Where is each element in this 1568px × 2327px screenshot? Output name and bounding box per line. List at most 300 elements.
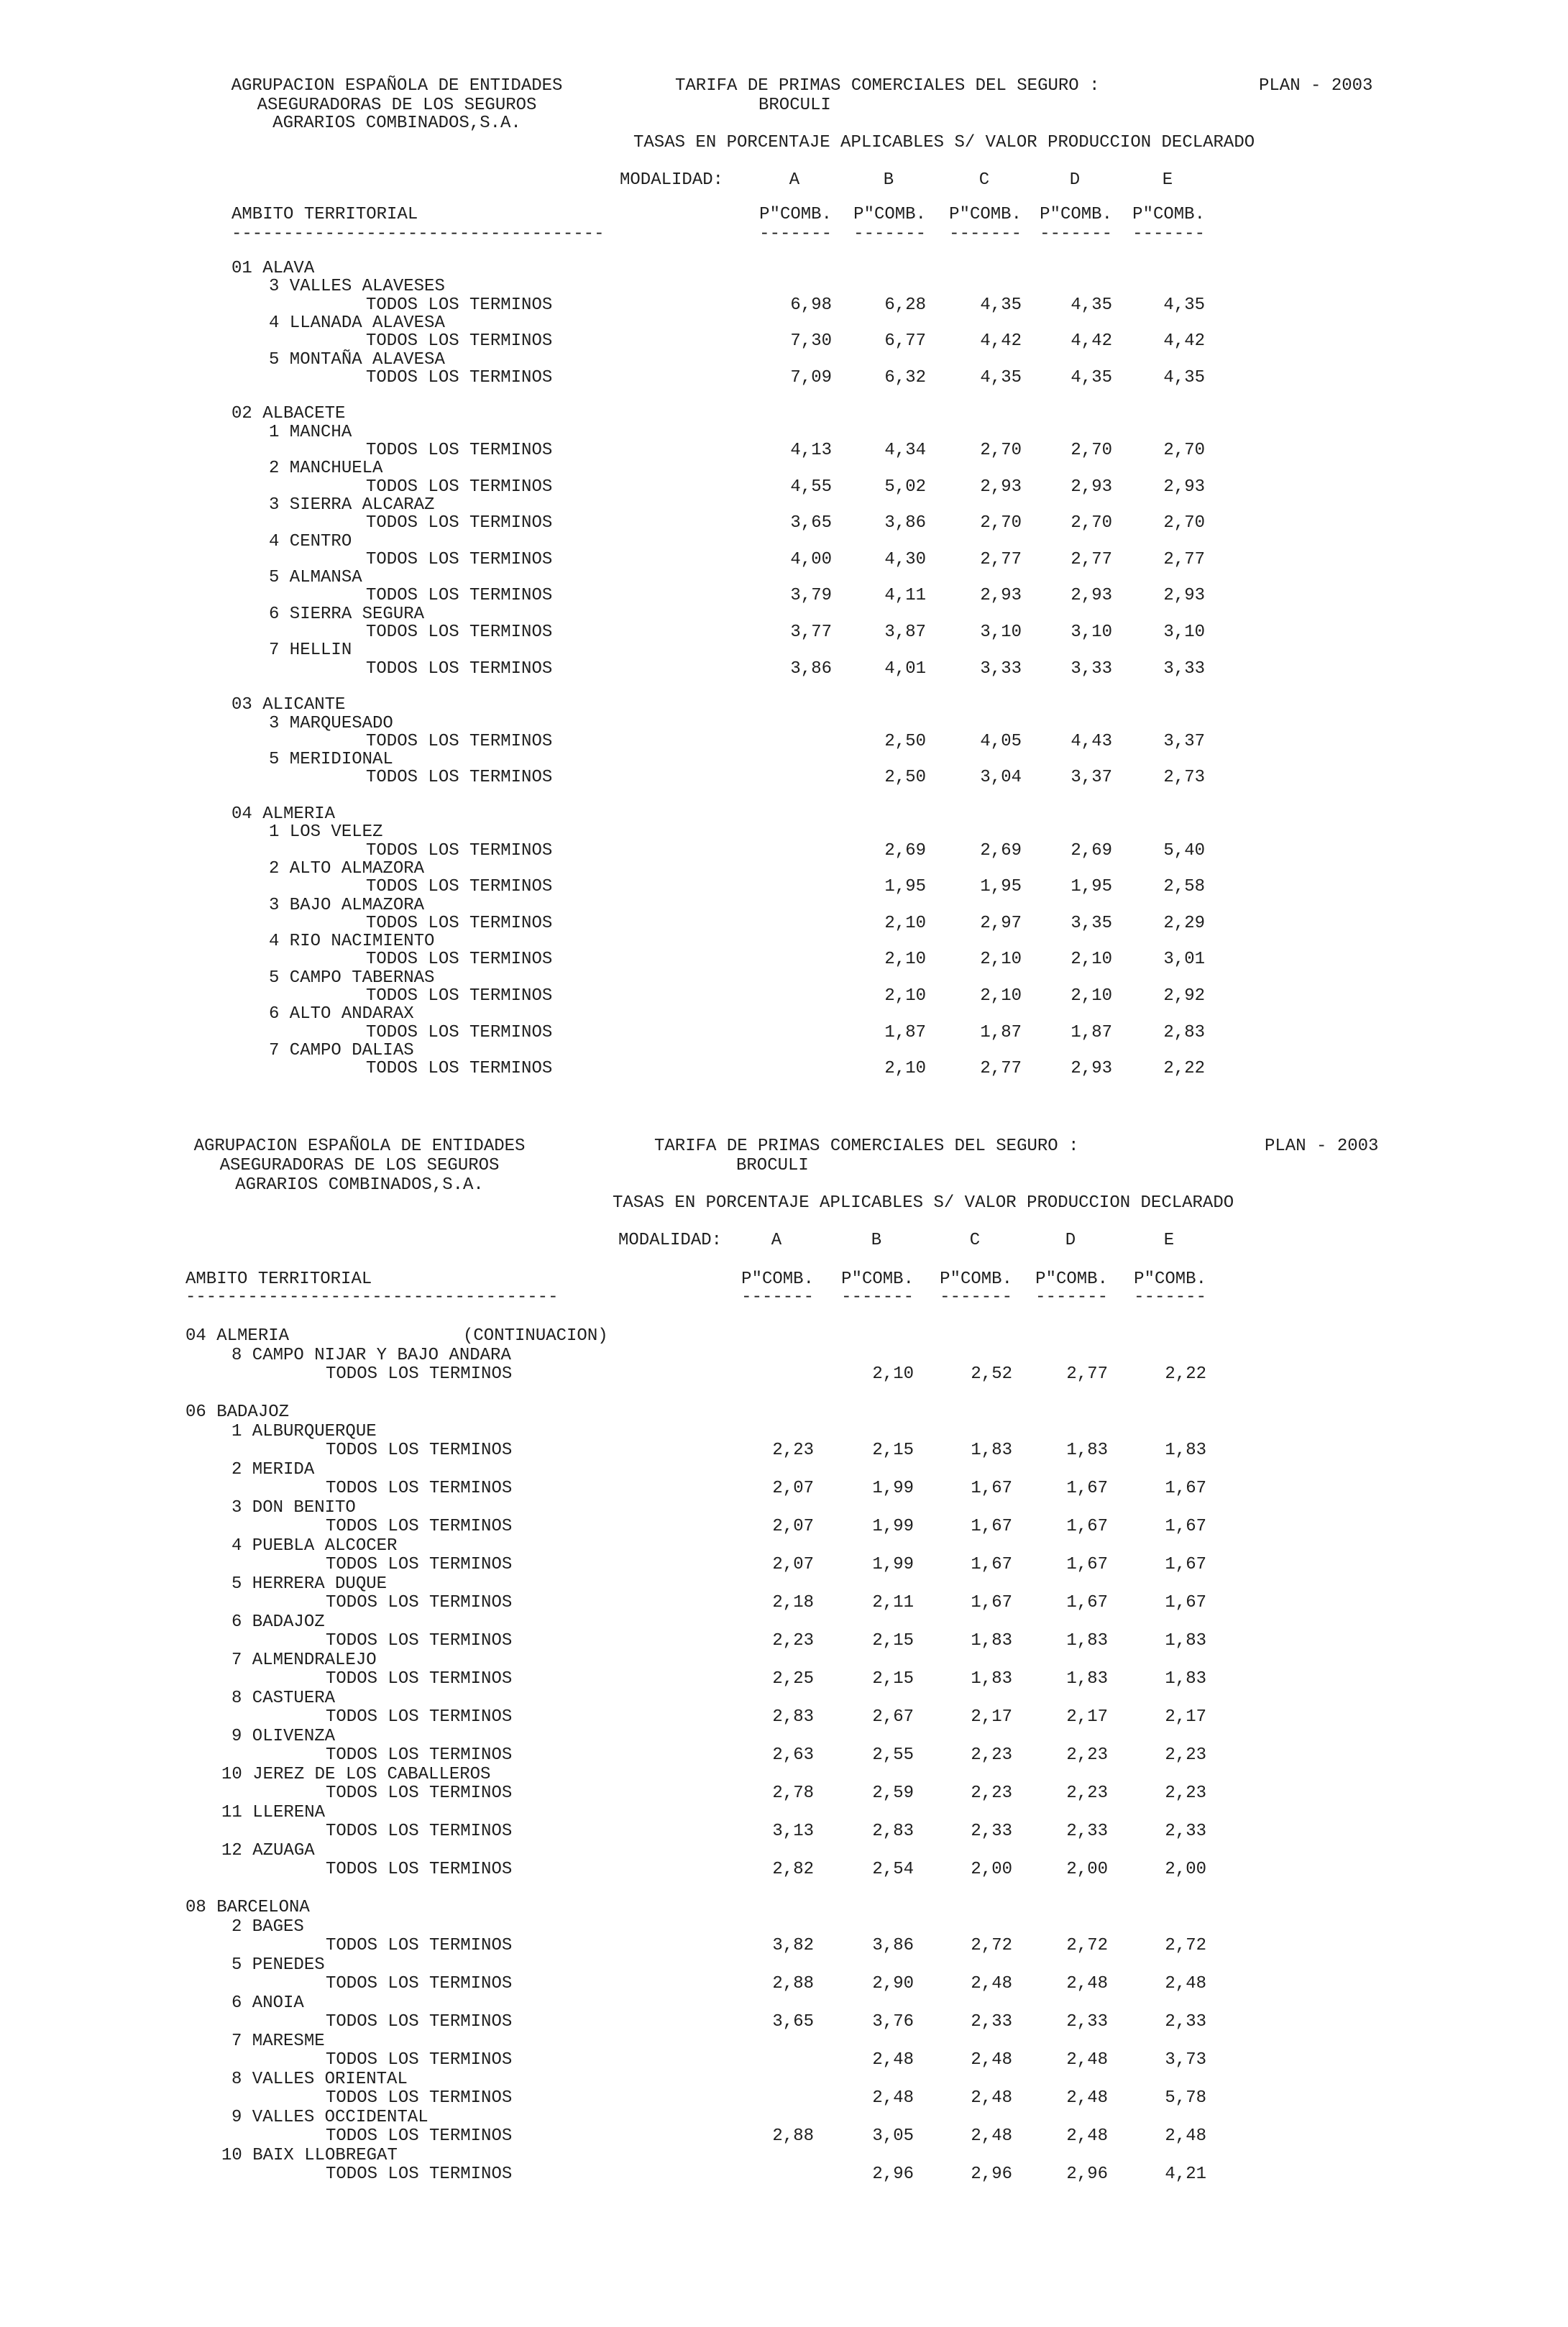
term-label: TODOS LOS TERMINOS [326, 1479, 513, 1498]
term-label: TODOS LOS TERMINOS [326, 2126, 513, 2146]
rate-value-e: 3,73 [1165, 2050, 1206, 2070]
rate-value-e: 1,67 [1165, 1479, 1206, 1498]
rate-value-e: 1,67 [1165, 1555, 1206, 1574]
column-rule: ------- [741, 1288, 814, 1307]
rate-value-d: 2,69 [1070, 841, 1112, 860]
comarca-name: 10 JEREZ DE LOS CABALLEROS [221, 1765, 491, 1784]
comarca-name: 8 VALLES ORIENTAL [231, 2070, 408, 2089]
rate-value-d: 3,37 [1070, 768, 1112, 787]
rate-value-c: 2,72 [971, 1936, 1012, 1955]
rate-value-d: 2,10 [1070, 950, 1112, 969]
column-header: P"COMB. [949, 205, 1022, 224]
comarca-name: 5 PENEDES [231, 1955, 325, 1975]
rate-value-a: 2,18 [772, 1593, 814, 1612]
rate-value-b: 3,76 [872, 2012, 914, 2032]
term-label: TODOS LOS TERMINOS [366, 732, 553, 751]
org-name-line: ASEGURADORAS DE LOS SEGUROS [257, 96, 537, 115]
comarca-name: 2 ALTO ALMAZORA [269, 859, 425, 878]
rate-value-b: 2,48 [872, 2050, 914, 2070]
term-label: TODOS LOS TERMINOS [366, 877, 553, 896]
comarca-name: 4 CENTRO [269, 532, 352, 551]
rate-value-a: 2,82 [772, 1860, 814, 1879]
province-name: 02 ALBACETE [231, 404, 346, 423]
rate-value-e: 2,29 [1163, 914, 1205, 933]
term-label: TODOS LOS TERMINOS [326, 1631, 513, 1651]
rate-value-d: 4,35 [1070, 368, 1112, 387]
modalidad-letter: A [771, 1231, 782, 1250]
rate-value-e: 3,10 [1163, 623, 1205, 642]
rate-value-a: 2,07 [772, 1555, 814, 1574]
term-label: TODOS LOS TERMINOS [326, 1364, 513, 1384]
tariff-title: TARIFA DE PRIMAS COMERCIALES DEL SEGURO : [654, 1137, 1079, 1156]
rate-value-e: 3,37 [1163, 732, 1205, 751]
rate-value-b: 4,01 [884, 659, 926, 679]
rate-value-d: 2,33 [1066, 2012, 1108, 2032]
comarca-name: 9 OLIVENZA [231, 1727, 336, 1746]
rate-value-d: 2,23 [1066, 1745, 1108, 1765]
continuation-note: (CONTINUACION) [463, 1326, 608, 1346]
rate-value-b: 3,86 [884, 513, 926, 533]
comarca-name: 3 BAJO ALMAZORA [269, 896, 425, 915]
rate-value-c: 2,96 [971, 2165, 1012, 2184]
comarca-name: 7 CAMPO DALIAS [269, 1041, 414, 1060]
rate-value-a: 2,63 [772, 1745, 814, 1765]
rate-value-a: 7,30 [790, 331, 832, 351]
comarca-name: 6 ALTO ANDARAX [269, 1004, 414, 1024]
rate-value-c: 1,83 [971, 1669, 1012, 1689]
rate-value-b: 1,99 [872, 1479, 914, 1498]
comarca-name: 5 HERRERA DUQUE [231, 1574, 388, 1594]
rate-value-d: 1,83 [1066, 1631, 1108, 1651]
rate-value-b: 2,83 [872, 1822, 914, 1841]
column-rule: ------- [1040, 224, 1112, 244]
term-label: TODOS LOS TERMINOS [326, 1593, 513, 1612]
rate-value-b: 3,05 [872, 2126, 914, 2146]
rate-value-a: 2,25 [772, 1669, 814, 1689]
plan-year: PLAN - 2003 [1265, 1137, 1379, 1156]
rate-value-c: 1,67 [971, 1555, 1012, 1574]
rate-value-d: 2,48 [1066, 2126, 1108, 2146]
org-name-line: ASEGURADORAS DE LOS SEGUROS [219, 1156, 500, 1175]
comarca-name: 5 MERIDIONAL [269, 750, 393, 769]
column-rule: ------- [1134, 1288, 1206, 1307]
rate-value-c: 3,10 [980, 623, 1022, 642]
term-label: TODOS LOS TERMINOS [326, 2050, 513, 2070]
rate-value-b: 6,28 [884, 295, 926, 315]
rate-value-a: 3,65 [772, 2012, 814, 2032]
term-label: TODOS LOS TERMINOS [366, 441, 553, 460]
modalidad-letter: B [871, 1231, 882, 1250]
comarca-name: 6 BADAJOZ [231, 1612, 325, 1632]
rate-value-b: 2,10 [884, 950, 926, 969]
rate-value-b: 6,77 [884, 331, 926, 351]
modalidad-letter: A [789, 170, 800, 190]
rate-value-c: 2,23 [971, 1745, 1012, 1765]
rate-value-b: 1,95 [884, 877, 926, 896]
rate-value-d: 2,33 [1066, 1822, 1108, 1841]
column-rule: ------- [841, 1288, 914, 1307]
comarca-name: 1 MANCHA [269, 423, 352, 442]
comarca-name: 1 ALBURQUERQUE [231, 1422, 377, 1441]
rate-value-d: 2,77 [1070, 550, 1112, 569]
column-header: P"COMB. [1132, 205, 1205, 224]
rate-value-e: 4,42 [1163, 331, 1205, 351]
comarca-name: 2 BAGES [231, 1917, 304, 1937]
rate-value-a: 2,88 [772, 2126, 814, 2146]
modalidad-letter: E [1162, 170, 1173, 190]
rate-value-b: 4,11 [884, 586, 926, 605]
rate-value-c: 2,93 [980, 586, 1022, 605]
rate-value-e: 1,67 [1165, 1593, 1206, 1612]
rate-value-b: 2,48 [872, 2088, 914, 2108]
province-name: 04 ALMERIA [185, 1326, 290, 1346]
rate-value-e: 1,83 [1165, 1631, 1206, 1651]
comarca-name: 12 AZUAGA [221, 1841, 315, 1860]
rate-value-b: 2,15 [872, 1669, 914, 1689]
rate-value-d: 2,72 [1066, 1936, 1108, 1955]
crop-name: BROCULI [736, 1156, 809, 1175]
comarca-name: 4 PUEBLA ALCOCER [231, 1536, 398, 1556]
comarca-name: 7 HELLIN [269, 641, 352, 660]
rate-value-b: 2,54 [872, 1860, 914, 1879]
comarca-name: 2 MERIDA [231, 1460, 315, 1479]
rate-value-a: 2,07 [772, 1479, 814, 1498]
tariff-title: TARIFA DE PRIMAS COMERCIALES DEL SEGURO : [675, 76, 1100, 96]
rate-value-c: 2,77 [980, 1059, 1022, 1078]
rate-value-d: 2,93 [1070, 477, 1112, 497]
rate-value-b: 2,10 [884, 986, 926, 1006]
rate-value-b: 2,10 [884, 1059, 926, 1078]
rate-value-c: 2,10 [980, 986, 1022, 1006]
term-label: TODOS LOS TERMINOS [366, 550, 553, 569]
province-name: 04 ALMERIA [231, 804, 336, 824]
rate-value-c: 2,93 [980, 477, 1022, 497]
term-label: TODOS LOS TERMINOS [326, 1555, 513, 1574]
province-name: 01 ALAVA [231, 259, 315, 278]
column-header: P"COMB. [1134, 1270, 1206, 1289]
rate-value-d: 1,67 [1066, 1555, 1108, 1574]
term-label: TODOS LOS TERMINOS [366, 1023, 553, 1042]
column-header: P"COMB. [853, 205, 926, 224]
rate-value-d: 4,43 [1070, 732, 1112, 751]
term-label: TODOS LOS TERMINOS [326, 2165, 513, 2184]
rate-value-d: 2,93 [1070, 1059, 1112, 1078]
rate-value-a: 3,65 [790, 513, 832, 533]
ambito-label: AMBITO TERRITORIAL [185, 1270, 372, 1289]
term-label: TODOS LOS TERMINOS [366, 950, 553, 969]
rate-value-a: 3,79 [790, 586, 832, 605]
rate-value-c: 1,67 [971, 1517, 1012, 1536]
comarca-name: 8 CASTUERA [231, 1689, 336, 1708]
rate-value-b: 2,50 [884, 768, 926, 787]
column-rule: ------- [853, 224, 926, 244]
column-rule: ------- [1035, 1288, 1108, 1307]
rate-value-d: 1,83 [1066, 1669, 1108, 1689]
rate-value-e: 2,58 [1163, 877, 1205, 896]
rate-value-d: 1,67 [1066, 1479, 1108, 1498]
rate-value-a: 3,86 [790, 659, 832, 679]
rate-value-e: 3,33 [1163, 659, 1205, 679]
rate-value-b: 2,67 [872, 1707, 914, 1727]
rate-value-e: 2,70 [1163, 441, 1205, 460]
rate-value-c: 4,05 [980, 732, 1022, 751]
rate-value-d: 1,95 [1070, 877, 1112, 896]
rate-value-c: 2,77 [980, 550, 1022, 569]
ambito-rule: ------------------------------------ [185, 1288, 559, 1307]
rate-value-e: 2,23 [1165, 1745, 1206, 1765]
rate-value-e: 5,40 [1163, 841, 1205, 860]
rate-value-a: 4,13 [790, 441, 832, 460]
rate-value-b: 1,99 [872, 1555, 914, 1574]
rate-value-e: 1,67 [1165, 1517, 1206, 1536]
rate-value-e: 1,83 [1165, 1441, 1206, 1460]
rate-value-e: 1,83 [1165, 1669, 1206, 1689]
rate-value-c: 4,35 [980, 295, 1022, 315]
rate-value-c: 1,87 [980, 1023, 1022, 1042]
term-label: TODOS LOS TERMINOS [366, 586, 553, 605]
ambito-label: AMBITO TERRITORIAL [231, 205, 418, 224]
rate-value-e: 2,77 [1163, 550, 1205, 569]
rate-value-d: 1,67 [1066, 1517, 1108, 1536]
rates-subtitle: TASAS EN PORCENTAJE APLICABLES S/ VALOR PRODUCCION DECLARADO [613, 1193, 1234, 1213]
rate-value-b: 5,02 [884, 477, 926, 497]
rate-value-e: 2,93 [1163, 477, 1205, 497]
rate-value-e: 2,72 [1165, 1936, 1206, 1955]
rate-value-a: 2,88 [772, 1974, 814, 1993]
rate-value-e: 2,70 [1163, 513, 1205, 533]
rate-value-c: 2,48 [971, 2050, 1012, 2070]
rate-value-b: 2,10 [872, 1364, 914, 1384]
rate-value-c: 3,33 [980, 659, 1022, 679]
modalidad-letter: B [883, 170, 894, 190]
rate-value-a: 3,82 [772, 1936, 814, 1955]
comarca-name: 10 BAIX LLOBREGAT [221, 2146, 398, 2165]
comarca-name: 9 VALLES OCCIDENTAL [231, 2108, 428, 2127]
rate-value-d: 3,33 [1070, 659, 1112, 679]
rate-value-d: 2,70 [1070, 441, 1112, 460]
rate-value-b: 2,50 [884, 732, 926, 751]
province-name: 06 BADAJOZ [185, 1403, 290, 1422]
comarca-name: 3 SIERRA ALCARAZ [269, 495, 435, 515]
rate-value-a: 2,07 [772, 1517, 814, 1536]
rate-value-e: 5,78 [1165, 2088, 1206, 2108]
term-label: TODOS LOS TERMINOS [326, 1707, 513, 1727]
rate-value-a: 3,77 [790, 623, 832, 642]
rate-value-d: 2,00 [1066, 1860, 1108, 1879]
rate-value-c: 2,69 [980, 841, 1022, 860]
term-label: TODOS LOS TERMINOS [326, 1936, 513, 1955]
rate-value-e: 2,00 [1165, 1860, 1206, 1879]
column-header: P"COMB. [841, 1270, 914, 1289]
term-label: TODOS LOS TERMINOS [366, 477, 553, 497]
comarca-name: 3 DON BENITO [231, 1498, 356, 1518]
org-name-line: AGRARIOS COMBINADOS,S.A. [272, 114, 521, 133]
rate-value-c: 2,70 [980, 513, 1022, 533]
modalidad-letter: D [1069, 170, 1081, 190]
rate-value-b: 2,55 [872, 1745, 914, 1765]
modalidad-label: MODALIDAD: [620, 170, 724, 190]
rate-value-d: 2,10 [1070, 986, 1112, 1006]
rate-value-b: 2,15 [872, 1631, 914, 1651]
rate-value-d: 4,35 [1070, 295, 1112, 315]
rate-value-d: 2,48 [1066, 2050, 1108, 2070]
rate-value-a: 2,23 [772, 1631, 814, 1651]
rate-value-d: 2,48 [1066, 1974, 1108, 1993]
term-label: TODOS LOS TERMINOS [366, 841, 553, 860]
comarca-name: 11 LLERENA [221, 1803, 326, 1822]
modalidad-letter: D [1065, 1231, 1076, 1250]
rate-value-c: 2,10 [980, 950, 1022, 969]
rate-value-b: 2,59 [872, 1784, 914, 1803]
comarca-name: 5 ALMANSA [269, 568, 362, 587]
modalidad-letter: C [969, 1231, 981, 1250]
modalidad-label: MODALIDAD: [618, 1231, 723, 1250]
rate-value-e: 2,93 [1163, 586, 1205, 605]
rate-value-d: 2,96 [1066, 2165, 1108, 2184]
term-label: TODOS LOS TERMINOS [326, 1517, 513, 1536]
comarca-name: 7 ALMENDRALEJO [231, 1651, 377, 1670]
rate-value-c: 2,97 [980, 914, 1022, 933]
term-label: TODOS LOS TERMINOS [366, 1059, 553, 1078]
column-rule: ------- [940, 1288, 1012, 1307]
term-label: TODOS LOS TERMINOS [366, 623, 553, 642]
term-label: TODOS LOS TERMINOS [326, 2088, 513, 2108]
rate-value-e: 2,22 [1165, 1364, 1206, 1384]
comarca-name: 3 MARQUESADO [269, 714, 393, 733]
term-label: TODOS LOS TERMINOS [366, 986, 553, 1006]
term-label: TODOS LOS TERMINOS [326, 1669, 513, 1689]
comarca-name: 6 ANOIA [231, 1993, 304, 2013]
term-label: TODOS LOS TERMINOS [366, 331, 553, 351]
comarca-name: 6 SIERRA SEGURA [269, 605, 425, 624]
rate-value-b: 2,90 [872, 1974, 914, 1993]
term-label: TODOS LOS TERMINOS [326, 2012, 513, 2032]
rate-value-a: 7,09 [790, 368, 832, 387]
rate-value-e: 2,22 [1163, 1059, 1205, 1078]
rate-value-b: 1,87 [884, 1023, 926, 1042]
term-label: TODOS LOS TERMINOS [366, 768, 553, 787]
rate-value-d: 2,93 [1070, 586, 1112, 605]
column-header: P"COMB. [1040, 205, 1112, 224]
org-name-line: AGRUPACION ESPAÑOLA DE ENTIDADES [193, 1137, 526, 1156]
rate-value-c: 2,23 [971, 1784, 1012, 1803]
rate-value-e: 2,48 [1165, 2126, 1206, 2146]
comarca-name: 4 LLANADA ALAVESA [269, 313, 445, 333]
column-header: P"COMB. [759, 205, 832, 224]
comarca-name: 1 LOS VELEZ [269, 822, 383, 842]
term-label: TODOS LOS TERMINOS [366, 914, 553, 933]
rate-value-c: 3,04 [980, 768, 1022, 787]
rate-value-b: 3,86 [872, 1936, 914, 1955]
rate-value-c: 2,33 [971, 1822, 1012, 1841]
rate-value-c: 2,33 [971, 2012, 1012, 2032]
comarca-name: 3 VALLES ALAVESES [269, 277, 445, 296]
column-rule: ------- [759, 224, 832, 244]
rate-value-e: 2,73 [1163, 768, 1205, 787]
rate-value-c: 1,67 [971, 1593, 1012, 1612]
rate-value-c: 2,48 [971, 2088, 1012, 2108]
rate-value-e: 4,35 [1163, 368, 1205, 387]
rate-value-c: 2,70 [980, 441, 1022, 460]
term-label: TODOS LOS TERMINOS [326, 1860, 513, 1879]
rate-value-e: 2,33 [1165, 2012, 1206, 2032]
rate-value-b: 3,87 [884, 623, 926, 642]
province-name: 03 ALICANTE [231, 695, 346, 715]
rate-value-c: 1,83 [971, 1441, 1012, 1460]
rate-value-d: 2,23 [1066, 1784, 1108, 1803]
rate-value-e: 4,35 [1163, 295, 1205, 315]
column-header: P"COMB. [741, 1270, 814, 1289]
rate-value-d: 4,42 [1070, 331, 1112, 351]
rate-value-a: 4,55 [790, 477, 832, 497]
term-label: TODOS LOS TERMINOS [326, 1974, 513, 1993]
rate-value-a: 3,13 [772, 1822, 814, 1841]
rate-value-d: 2,17 [1066, 1707, 1108, 1727]
term-label: TODOS LOS TERMINOS [366, 659, 553, 679]
comarca-name: 5 CAMPO TABERNAS [269, 968, 435, 988]
rate-value-d: 3,10 [1070, 623, 1112, 642]
rate-value-d: 3,35 [1070, 914, 1112, 933]
org-name-line: AGRARIOS COMBINADOS,S.A. [235, 1175, 484, 1195]
rate-value-c: 2,48 [971, 2126, 1012, 2146]
rate-value-c: 4,35 [980, 368, 1022, 387]
rate-value-c: 1,95 [980, 877, 1022, 896]
rate-value-c: 1,67 [971, 1479, 1012, 1498]
rate-value-c: 1,83 [971, 1631, 1012, 1651]
term-label: TODOS LOS TERMINOS [366, 513, 553, 533]
rate-value-a: 2,23 [772, 1441, 814, 1460]
rate-value-b: 1,99 [872, 1517, 914, 1536]
rate-value-e: 2,33 [1165, 1822, 1206, 1841]
comarca-name: 2 MANCHUELA [269, 459, 383, 478]
rate-value-a: 2,78 [772, 1784, 814, 1803]
rate-value-d: 2,77 [1066, 1364, 1108, 1384]
province-name: 08 BARCELONA [185, 1898, 310, 1917]
rate-value-a: 4,00 [790, 550, 832, 569]
rate-value-b: 2,11 [872, 1593, 914, 1612]
rate-value-c: 4,42 [980, 331, 1022, 351]
rate-value-e: 4,21 [1165, 2165, 1206, 2184]
rate-value-d: 1,87 [1070, 1023, 1112, 1042]
ambito-rule: ------------------------------------ [231, 224, 605, 244]
rate-value-c: 2,52 [971, 1364, 1012, 1384]
comarca-name: 7 MARESME [231, 2032, 325, 2051]
term-label: TODOS LOS TERMINOS [326, 1822, 513, 1841]
modalidad-letter: C [978, 170, 990, 190]
rate-value-b: 2,69 [884, 841, 926, 860]
rate-value-b: 6,32 [884, 368, 926, 387]
rate-value-d: 1,83 [1066, 1441, 1108, 1460]
org-name-line: AGRUPACION ESPAÑOLA DE ENTIDADES [231, 76, 563, 96]
term-label: TODOS LOS TERMINOS [326, 1784, 513, 1803]
rate-value-e: 3,01 [1163, 950, 1205, 969]
rate-value-e: 2,83 [1163, 1023, 1205, 1042]
rate-value-d: 2,48 [1066, 2088, 1108, 2108]
comarca-name: 8 CAMPO NIJAR Y BAJO ANDARA [231, 1346, 511, 1365]
rate-value-c: 2,48 [971, 1974, 1012, 1993]
column-rule: ------- [949, 224, 1022, 244]
rate-value-b: 4,34 [884, 441, 926, 460]
rates-subtitle: TASAS EN PORCENTAJE APLICABLES S/ VALOR PRODUCCION DECLARADO [633, 133, 1255, 152]
comarca-name: 4 RIO NACIMIENTO [269, 932, 435, 951]
rate-value-c: 2,00 [971, 1860, 1012, 1879]
rate-value-b: 4,30 [884, 550, 926, 569]
rate-value-d: 2,70 [1070, 513, 1112, 533]
rate-value-e: 2,17 [1165, 1707, 1206, 1727]
column-header: P"COMB. [940, 1270, 1012, 1289]
rate-value-a: 6,98 [790, 295, 832, 315]
rate-value-b: 2,96 [872, 2165, 914, 2184]
